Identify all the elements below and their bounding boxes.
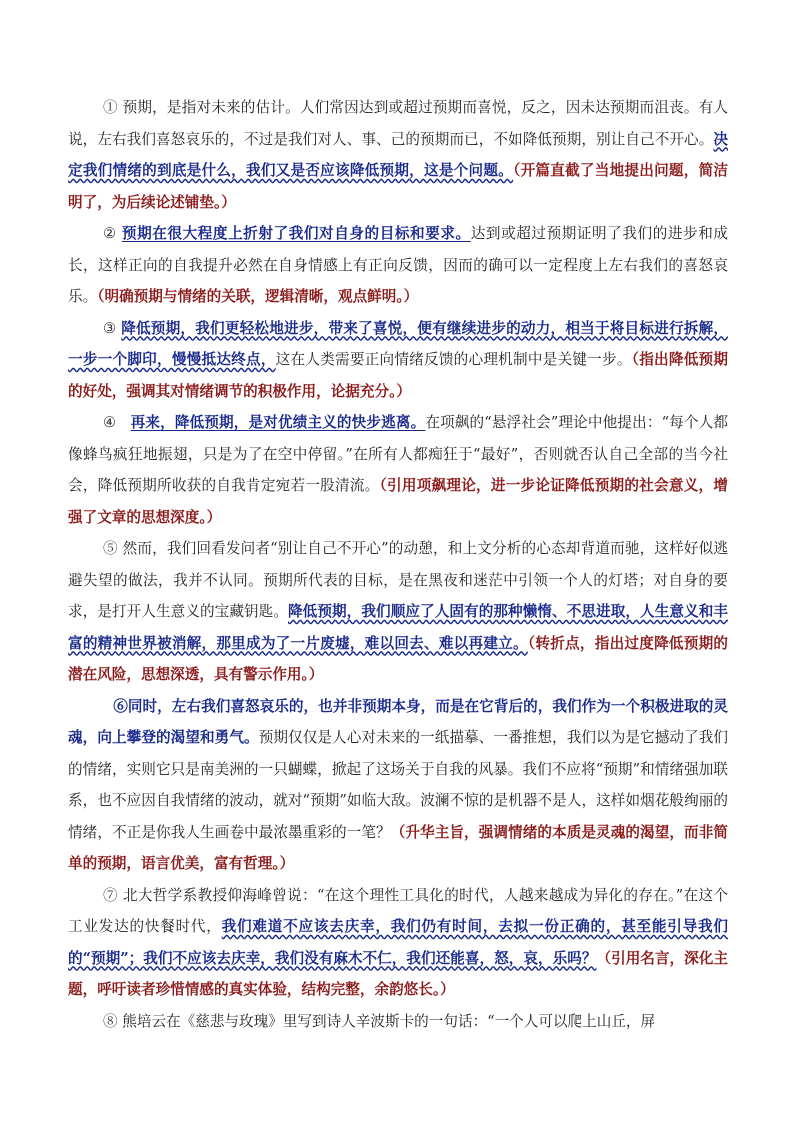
paragraph-number: ③ xyxy=(103,319,117,337)
paragraph-text-continued: 达到或超过预期证明了我们的进步和成长，这样正向的自我提升必然在自身情感上有正向反馈，因而的确可以一定程度上左右我们的喜怒哀乐。 xyxy=(68,225,728,305)
annotation-comment: （升华主旨，强调情绪的本质是灵魂的渴望，而非简单的预期，语言优美，富有哲理。） xyxy=(68,823,728,872)
highlighted-sentence: 预期在很大程度上折射了我们对自身的目标和要求。 xyxy=(121,225,471,242)
document-page xyxy=(68,92,728,1037)
paragraph-text: 然而，我们回看发问者“别让自己不开心”的动憩，和上文分析的心态却背道而驰，这样好似逃避失望的做法，我并不认同。预期所代表的目标，是在黑夜和迷茫中引领一个人的灯塔；对自身的要求，是打开人生意义的宝藏钥匙。 xyxy=(68,540,728,620)
highlighted-sentence: 我们难道不应该去庆幸，我们仍有时间，去拟一份正确的，甚至能引导我们的“预期”；我们不应该去庆幸，我们没有麻木不仁，我们还能喜，怒，哀，乐吗？ xyxy=(68,918,728,967)
paragraph-number: ① xyxy=(103,99,118,116)
paragraph-number: ⑦ xyxy=(103,886,118,904)
paragraph-number: ⑥ xyxy=(113,697,128,715)
paragraph-text xyxy=(116,414,130,431)
paragraph-3 xyxy=(68,313,728,408)
paragraph-5 xyxy=(68,533,728,691)
annotation-comment: （引用名言，深化主题，呼吁读者珍惜情感的真实体验，结构完整，余韵悠长。） xyxy=(68,949,728,998)
annotation-comment: （指出降低预期的好处，强调其对情绪调节的积极作用，论据充分。） xyxy=(68,351,728,400)
paragraph-number: ② xyxy=(103,225,117,242)
paragraph-1 xyxy=(68,92,728,218)
paragraph-8 xyxy=(68,1006,728,1038)
annotation-comment: （明确预期与情绪的关联，逻辑清晰，观点鲜明。） xyxy=(97,288,419,305)
paragraph-6 xyxy=(68,691,728,880)
annotation-comment: （转折点，指出过度降低预期的潜在风险，思想深透，具有警示作用。） xyxy=(68,634,728,683)
paragraph-7 xyxy=(68,880,728,1006)
paragraph-text: 熊培云在《慈悲与玫瑰》里写到诗人辛波斯卡的一句话：“一个人可以爬上山丘，屏 xyxy=(117,1012,656,1030)
highlighted-sentence: 再来，降低预期，是对优绩主义的快步逃离。 xyxy=(130,414,426,431)
paragraph-text-continued: 预期仅仅是人心对未来的一纸描摹、一番推想，我们以为是它撼动了我们的情绪，实则它只是南美洲的一只蝴蝶，掀起了这场关于自我的风暴。我们不应将“预期”和情绪强加联系，也不应因自我情绪的波动，就对“预期”如临大敌。波澜不惊的是机器不是人，这样如烟花般绚丽的情绪，不正是你我人生画卷中最浓墨重彩的一笔？ xyxy=(68,729,728,841)
paragraph-number: ⑤ xyxy=(103,540,118,557)
highlighted-sentence: 降低预期，我们顺应了人固有的那种懒惰、不思进取，人生意义和丰富的精神世界被消解，那里成为了一片废墟，难以回去、难以再建立。 xyxy=(68,603,728,652)
annotation-comment: （开篇直截了当地提出问题，简洁明了，为后续论述铺垫。） xyxy=(68,162,728,211)
paragraph-number: ⑧ xyxy=(103,1012,118,1030)
highlighted-sentence: 降低预期，我们更轻松地进步，带来了喜悦，便有继续进步的动力，相当于将目标进行拆解，一步一个脚印，慢慢抵达终点， xyxy=(68,319,728,368)
paragraph-text: 北大哲学系教授仰海峰曾说：“在这个理性工具化的时代，人越来越成为异化的存在。”在这个工业发达的快餐时代， xyxy=(68,886,728,935)
annotation-comment: （引用项飙理论，进一步论证降低预期的社会意义，增强了文章的思想深度。） xyxy=(68,477,728,526)
paragraph-text: 预期，是指对未来的估计。人们常因达到或超过预期而喜悦，反之，因未达预期而沮丧。有人说，左右我们喜怒哀乐的，不过是我们对人、事、己的预期而已，不如降低预期，别让自己不开心。 xyxy=(68,99,728,148)
highlighted-sentence: 同时，左右我们喜怒哀乐的，也并非预期本身，而是在它背后的，我们作为一个积极进取的灵魂，向上攀登的渴望和勇气。 xyxy=(68,697,728,746)
paragraph-4 xyxy=(68,407,728,533)
paragraph-text-continued: 在项飙的“悬浮社会”理论中他提出：“每个人都像蜂鸟疯狂地振翅，只是为了在空中停留。”在所有人都痴狂于“最好”，否则就否认自己全部的当今社会，降低预期所收获的自我肯定宛若一股清流。 xyxy=(68,414,728,494)
paragraph-number: ④ xyxy=(103,414,117,431)
paragraph-2 xyxy=(68,218,728,313)
highlighted-sentence: 决定我们情绪的到底是什么，我们又是否应该降低预期，这是个问题。 xyxy=(68,130,728,179)
paragraph-text-continued: 这在人类需要正向情绪反馈的心理机制中是关键一步。 xyxy=(275,351,632,368)
